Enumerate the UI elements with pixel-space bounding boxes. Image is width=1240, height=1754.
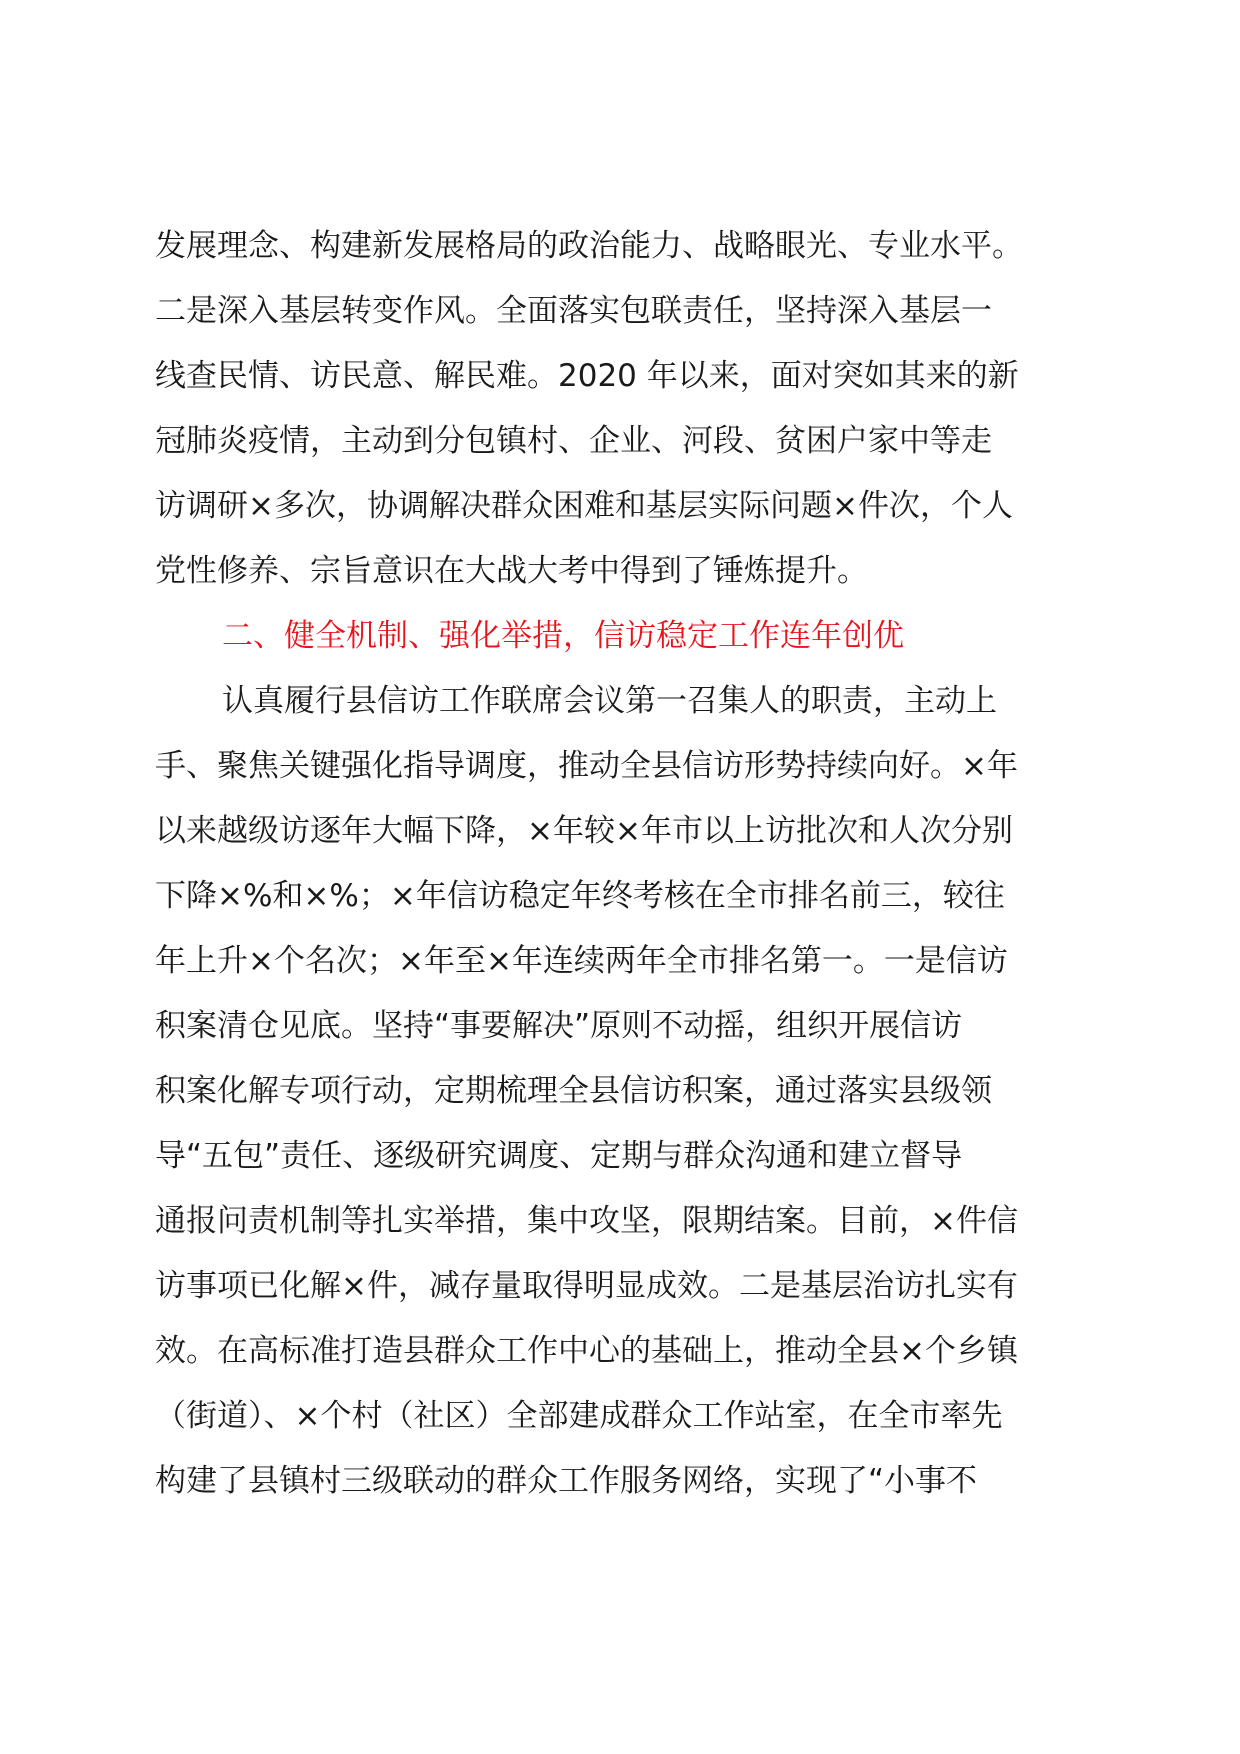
body-line: 下降×%和×%；×年信访稳定年终考核在全市排名前三，较往 [155,878,1005,914]
body-line: 访调研×多次，协调解决群众困难和基层实际问题×件次，个人 [155,488,1013,524]
body-line: 效。在高标准打造县群众工作中心的基础上，推动全县×个乡镇 [155,1333,1018,1369]
paragraph-first-line: 认真履行县信访工作联席会议第一召集人的职责，主动上 [222,683,997,719]
body-line: 二是深入基层转变作风。全面落实包联责任，坚持深入基层一 [155,293,992,329]
body-line: 党性修养、宗旨意识在大战大考中得到了锤炼提升。 [155,553,868,589]
body-line: 发展理念、构建新发展格局的政治能力、战略眼光、专业水平。 [155,228,1023,264]
body-line: 积案清仓见底。坚持“事要解决”原则不动摇，组织开展信访 [155,1008,963,1044]
body-line: 年上升×个名次；×年至×年连续两年全市排名第一。一是信访 [155,943,1008,979]
body-line: 手、聚焦关键强化指导调度，推动全县信访形势持续向好。×年 [155,748,1018,784]
body-line: 线查民情、访民意、解民难。2020 年以来，面对突如其来的新 [155,358,1019,394]
body-line: 积案化解专项行动，定期梳理全县信访积案，通过落实县级领 [155,1073,992,1109]
body-line: 以来越级访逐年大幅下降，×年较×年市以上访批次和人次分别 [155,813,1013,849]
body-line: 通报问责机制等扎实举措，集中攻坚，限期结案。目前，×件信 [155,1203,1018,1239]
section-heading: 二、健全机制、强化举措，信访稳定工作连年创优 [222,618,904,654]
document-body [155,214,1115,1514]
body-line: 冠肺炎疫情，主动到分包镇村、企业、河段、贫困户家中等走 [155,423,992,459]
body-line: 构建了县镇村三级联动的群众工作服务网络，实现了“小事不 [155,1463,978,1499]
body-line: 导“五包”责任、逐级研究调度、定期与群众沟通和建立督导 [155,1138,963,1174]
body-line: （街道）、×个村（社区）全部建成群众工作站室，在全市率先 [155,1398,1003,1434]
body-line: 访事项已化解×件，减存量取得明显成效。二是基层治访扎实有 [155,1268,1018,1304]
